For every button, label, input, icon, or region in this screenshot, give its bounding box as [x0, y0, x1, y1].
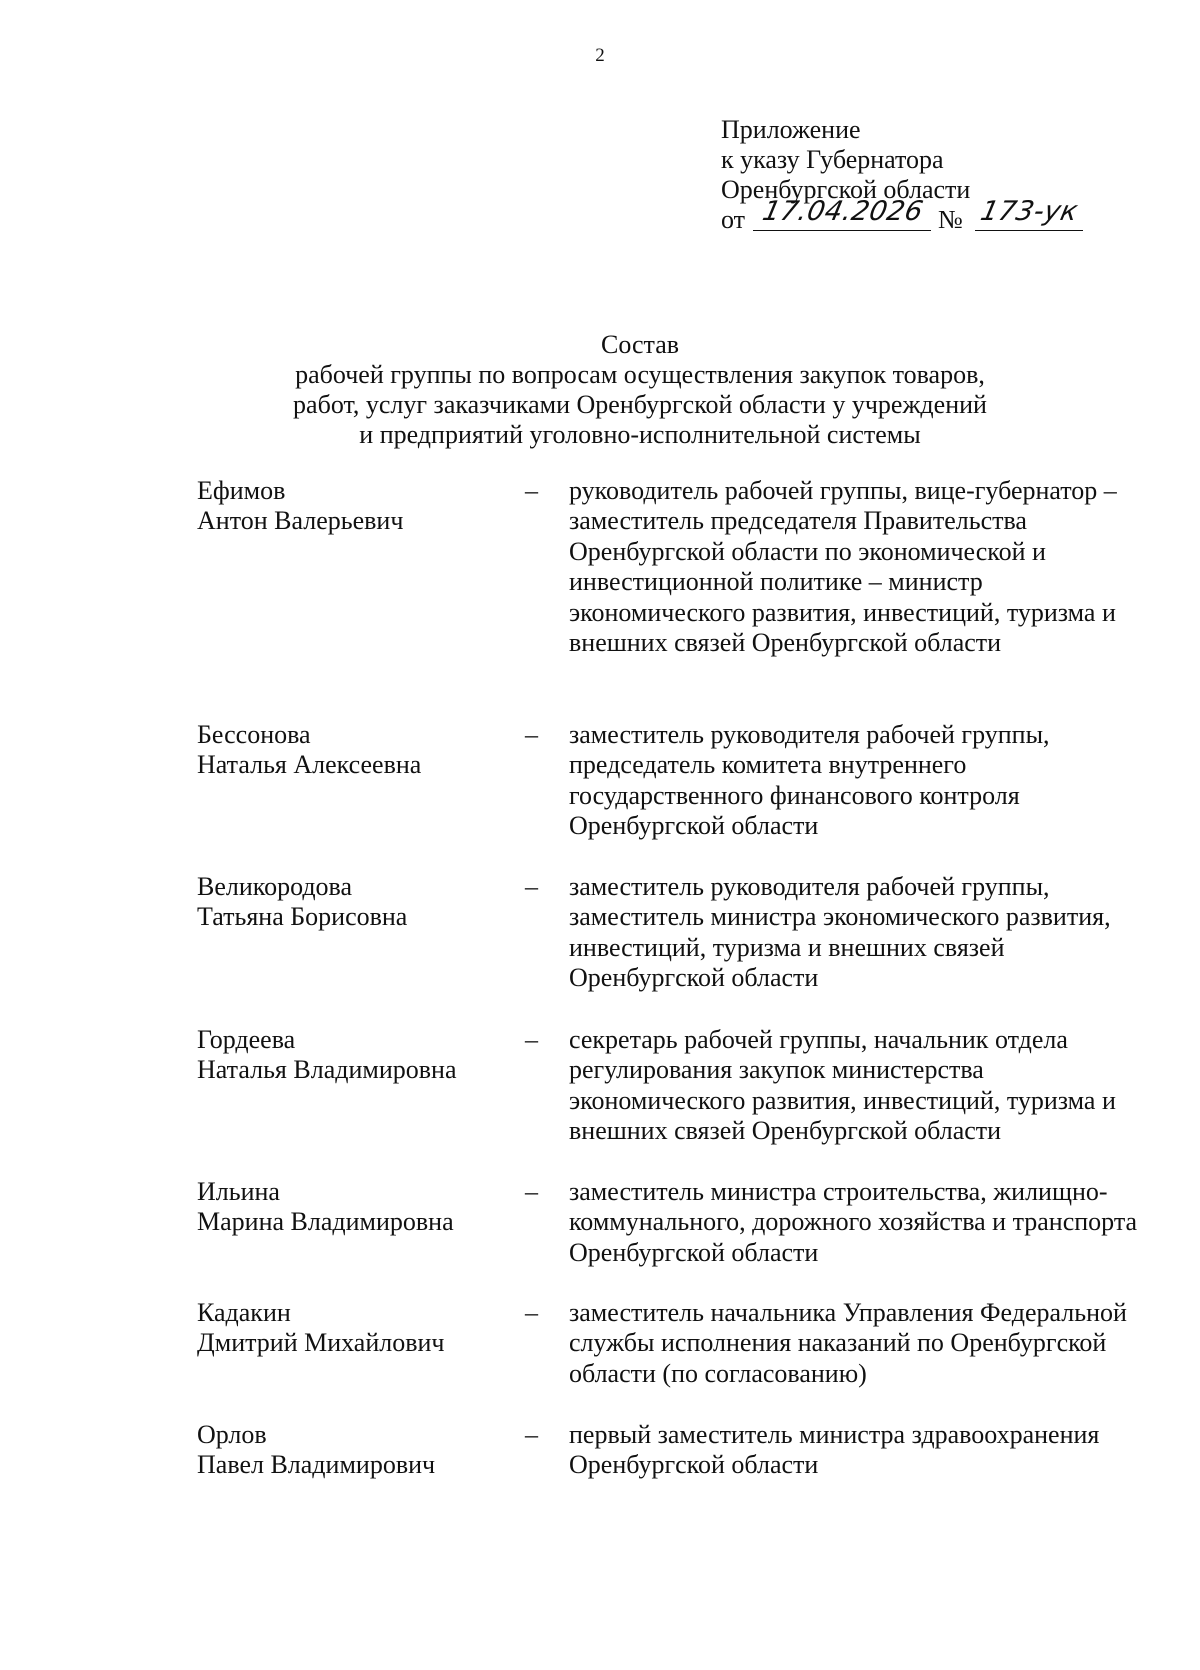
member-surname: Великородова: [197, 872, 353, 901]
date-prefix: от: [721, 205, 746, 234]
appendix-decree: к указу Губернатора: [721, 145, 944, 174]
member-surname: Ефимов: [197, 476, 286, 505]
member-surname: Орлов: [197, 1420, 267, 1449]
member-given-name: Дмитрий Михайлович: [197, 1328, 445, 1358]
member-position: заместитель начальника Управления Федеральной службы исполнения наказаний по Оренбургской области (по согласованию): [569, 1298, 1127, 1388]
member-surname: Бессонова: [197, 720, 311, 749]
appendix-region: Оренбургской области: [721, 175, 971, 204]
member-name: [197, 1177, 527, 1238]
member-surname: Ильина: [197, 1177, 280, 1206]
member-position: секретарь рабочей группы, начальник отдела регулирования закупок министерства экономического развития, инвестиций, туризма и внешних связей Оренбургской области: [569, 1025, 1116, 1146]
member-dash: –: [525, 1177, 538, 1206]
member-surname: Кадакин: [197, 1298, 291, 1327]
page-number: 2: [595, 45, 605, 66]
member-given-name: Наталья Владимировна: [197, 1055, 457, 1085]
member-position: первый заместитель министра здравоохранения Оренбургской области: [569, 1420, 1100, 1480]
title-line: работ, услуг заказчиками Оренбургской области у учреждений: [293, 390, 987, 419]
member-dash: –: [525, 720, 538, 749]
member-dash: –: [525, 1025, 538, 1054]
member-name: [197, 720, 527, 781]
member-given-name: Павел Владимирович: [197, 1450, 436, 1480]
handwritten-number: 173-ук: [977, 196, 1081, 227]
member-surname: Гордеева: [197, 1025, 296, 1054]
member-position: заместитель руководителя рабочей группы, заместитель министра экономического развития, инвестиций, туризма и внешних связей Оренбургской области: [569, 872, 1111, 993]
member-name: [197, 1298, 527, 1359]
handwritten-date: 17.04.2026: [759, 196, 926, 227]
member-dash: –: [525, 1298, 538, 1327]
number-sign: №: [938, 205, 963, 234]
member-dash: –: [525, 476, 538, 505]
member-dash: –: [525, 1420, 538, 1449]
member-given-name: Марина Владимировна: [197, 1207, 454, 1237]
member-position: заместитель руководителя рабочей группы, председатель комитета внутреннего государственного финансового контроля Оренбургской области: [569, 720, 1050, 841]
member-given-name: Наталья Алексеевна: [197, 750, 422, 780]
member-given-name: Татьяна Борисовна: [197, 902, 408, 932]
number-underline: [975, 230, 1083, 231]
member-given-name: Антон Валерьевич: [197, 506, 404, 536]
document-title: [0, 330, 1200, 450]
member-position: заместитель министра строительства, жилищно-коммунального, дорожного хозяйства и транспорта Оренбургской области: [569, 1177, 1138, 1267]
member-name: [197, 1420, 527, 1481]
member-position: руководитель рабочей группы, вице-губернатор – заместитель председателя Правительства Оренбургской области по экономической и инвестиционной политике – министр экономического развития, инвестиций, туризма и внешних связей Оренбургской области: [569, 476, 1117, 658]
title-line: рабочей группы по вопросам осуществления закупок товаров,: [295, 360, 985, 389]
member-name: [197, 476, 527, 537]
member-name: [197, 1025, 527, 1086]
date-underline: [753, 230, 931, 231]
title-line: и предприятий уголовно-исполнительной системы: [359, 420, 921, 449]
appendix-date-line: [721, 196, 1081, 235]
appendix-label: Приложение: [721, 115, 861, 144]
member-dash: –: [525, 872, 538, 901]
title-heading: Состав: [600, 330, 680, 359]
appendix-block: [721, 115, 1081, 235]
member-name: [197, 872, 527, 933]
